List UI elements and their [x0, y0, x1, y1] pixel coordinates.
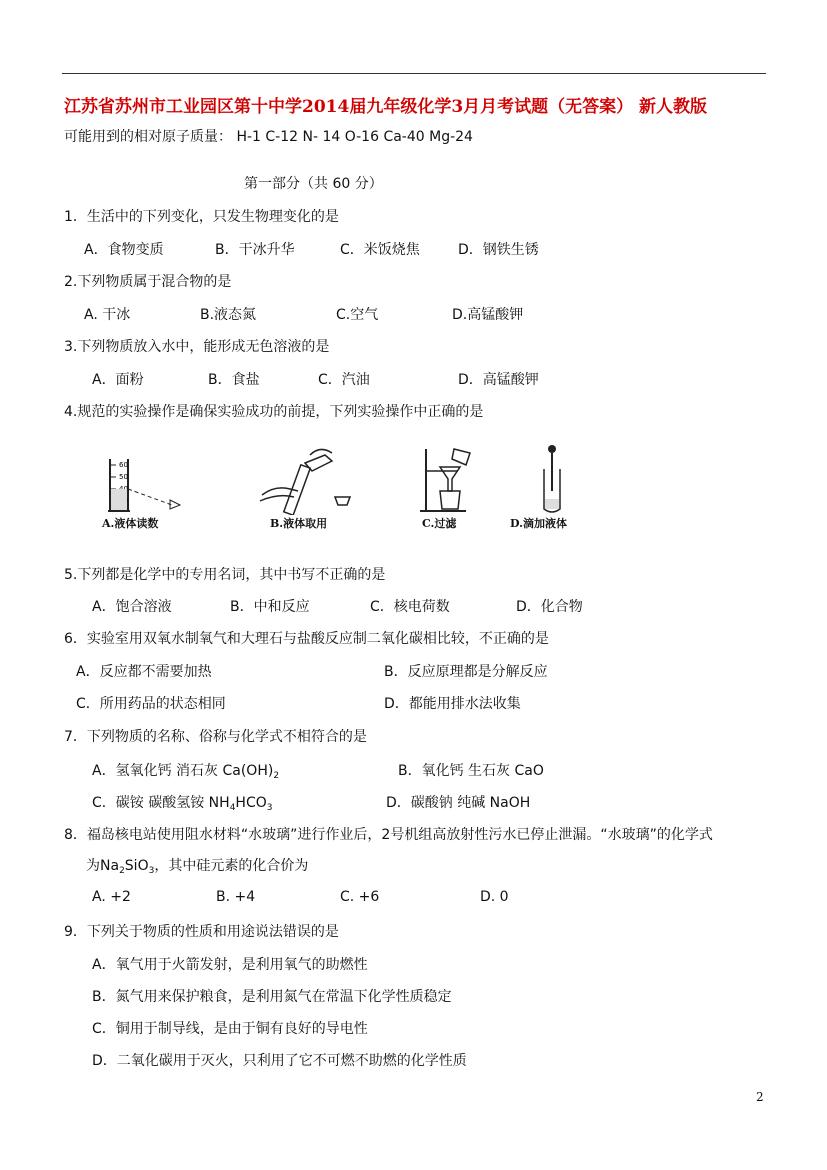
q2-option-a: A. 干冰: [84, 307, 131, 323]
question-5-stem: 5.下列都是化学中的专用名词，其中书写不正确的是: [64, 567, 386, 583]
q6-option-d: D．都能用排水法收集: [384, 696, 521, 712]
question-8-stem: 8．福岛核电站使用阻水材料“水玻璃”进行作业后，2号机组高放射性污水已停止泄漏。“水玻璃”的化学式: [64, 827, 713, 843]
q5-option-b: B．中和反应: [230, 599, 310, 615]
question-9-stem: 9．下列关于物质的性质和用途说法错误的是: [64, 924, 339, 940]
section-heading: 第一部分（共 60 分）: [244, 176, 383, 192]
q9-option-b: B．氮气用来保护粮食，是利用氮气在常温下化学性质稳定: [92, 989, 452, 1005]
q3-option-a: A．面粉: [92, 372, 144, 388]
atomic-masses: 可能用到的相对原子质量： H-1 C-12 N- 14 O-16 Ca-40 Mg-24: [64, 129, 473, 145]
q9-option-c: C．铜用于制导线，是由于铜有良好的导电性: [92, 1021, 368, 1037]
q9-option-d: D．二氧化碳用于灭火，只利用了它不可燃不助燃的化学性质: [92, 1053, 467, 1069]
q1-option-d: D．钢铁生锈: [458, 242, 539, 258]
figure-a-caption: A.液体读数: [102, 517, 159, 530]
figure-d-dropper: [530, 445, 580, 515]
q1-option-a: A．食物变质: [84, 242, 164, 258]
q3-option-c: C．汽油: [318, 372, 370, 388]
question-8-stem-line2: 为$Na_2SiO_3$，其中硅元素的化合价为: [86, 858, 309, 876]
figure-c-caption: C.过滤: [422, 517, 457, 530]
q2-option-b: B.液态氮: [200, 307, 257, 323]
q8-option-d: D. 0: [480, 889, 509, 905]
page-title: 江苏省苏州市工业园区第十中学2014届九年级化学3月月考试题（无答案） 新人教版: [64, 97, 708, 117]
q2-option-c: C.空气: [336, 307, 379, 323]
question-1-stem: 1．生活中的下列变化，只发生物理变化的是: [64, 209, 339, 225]
q9-option-a: A．氧气用于火箭发射，是利用氧气的助燃性: [92, 957, 368, 973]
q5-option-c: C．核电荷数: [370, 599, 450, 615]
q1-option-c: C．米饭烧焦: [340, 242, 420, 258]
q1-option-b: B．干冰升华: [215, 242, 295, 258]
header-rule: [62, 73, 766, 74]
q6-option-b: B．反应原理都是分解反应: [384, 664, 548, 680]
q7-option-c: C．碳铵 碳酸氢铵 $NH_4HCO_3$: [92, 795, 273, 813]
q3-option-d: D．高锰酸钾: [458, 372, 539, 388]
figure-c-filtration: [418, 445, 498, 515]
figure-a-tick-50: 50: [119, 473, 128, 481]
figure-b-caption: B.液体取用: [270, 517, 328, 530]
q5-option-a: A．饱合溶液: [92, 599, 172, 615]
q6-option-c: C．所用药品的状态相同: [76, 696, 226, 712]
question-6-stem: 6．实验室用双氧水制氧气和大理石与盐酸反应制二氧化碳相比较，不正确的是: [64, 631, 549, 647]
question-3-stem: 3.下列物质放入水中，能形成无色溶液的是: [64, 339, 330, 355]
question-4-stem: 4.规范的实验操作是确保实验成功的前提，下列实验操作中正确的是: [64, 404, 484, 420]
figure-a-tick-60: 60: [119, 461, 128, 469]
q8-option-c: C. +6: [340, 889, 380, 905]
q7-option-a: A．氢氧化钙 消石灰 $Ca(OH)_2$: [92, 763, 280, 781]
q7-option-b: B．氧化钙 生石灰 CaO: [398, 763, 544, 779]
q5-option-d: D．化合物: [516, 599, 583, 615]
question-2-stem: 2.下列物质属于混合物的是: [64, 274, 232, 290]
figure-a-cylinder: [100, 445, 200, 515]
experiment-figures: [100, 445, 600, 535]
figure-b-pouring: [250, 445, 370, 515]
q3-option-b: B．食盐: [208, 372, 260, 388]
q6-option-a: A．反应都不需要加热: [76, 664, 212, 680]
question-7-stem: 7．下列物质的名称、俗称与化学式不相符合的是: [64, 729, 367, 745]
q2-option-d: D.高锰酸钾: [452, 307, 524, 323]
page-number: 2: [756, 1090, 764, 1104]
q8-option-a: A. +2: [92, 889, 131, 905]
q8-option-b: B. +4: [216, 889, 256, 905]
q7-option-d: D．碳酸钠 纯碱 NaOH: [386, 795, 531, 811]
figure-d-caption: D.滴加液体: [510, 517, 567, 530]
